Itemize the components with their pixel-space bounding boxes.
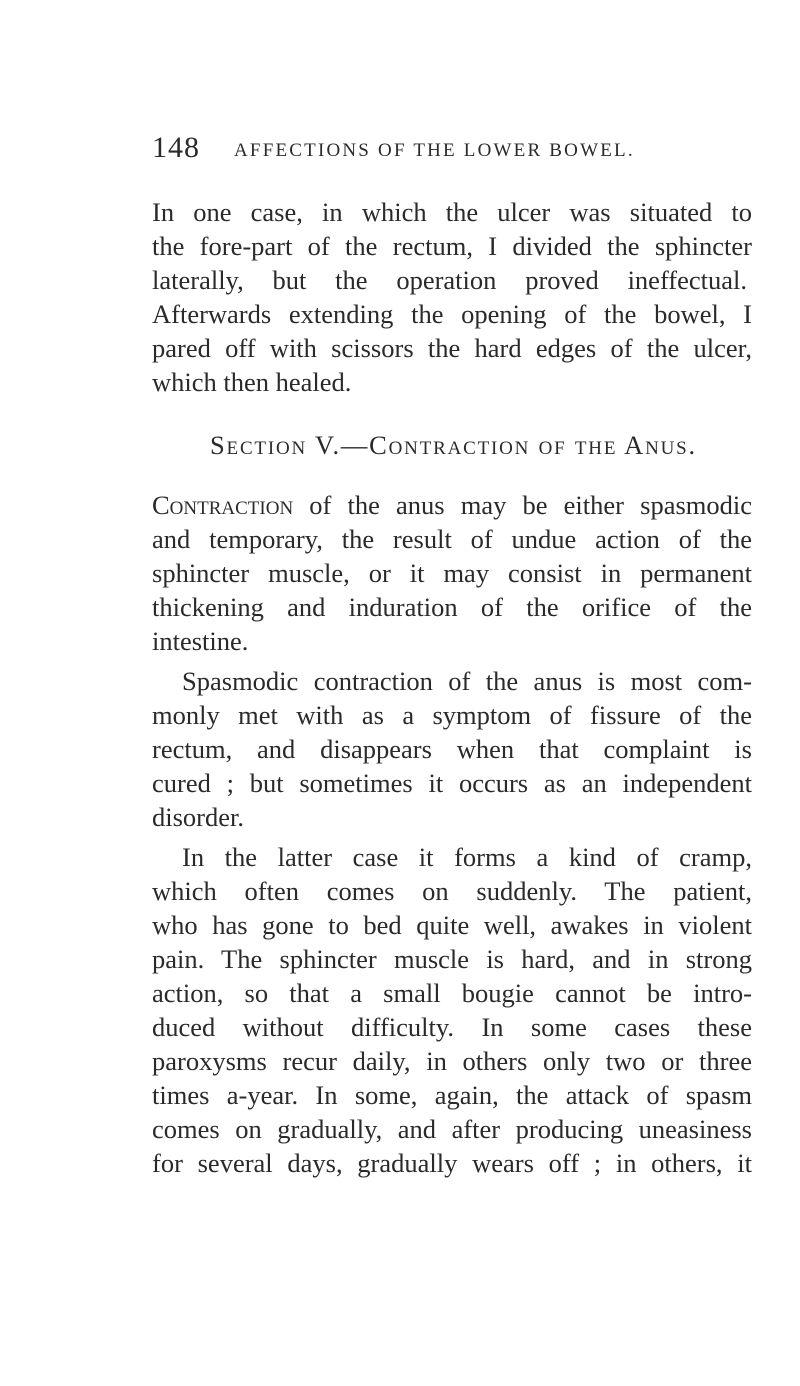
text-line: pain. The sphincter muscle is hard, and in strong	[152, 944, 752, 974]
lead-word: Contraction	[152, 490, 294, 520]
text-line: Spasmodic contraction of the anus is most com-	[182, 666, 752, 696]
text-line: action, so that a small bougie cannot be intro-	[152, 978, 752, 1008]
text-line	[152, 488, 752, 522]
text-line: paroxysms recur daily, in others only two or three	[152, 1046, 752, 1076]
text-line: Afterwards extending the opening of the bowel, I	[152, 299, 752, 329]
text-line: cured ; but sometimes it occurs as an independent	[152, 768, 752, 798]
text-line: who has gone to bed quite well, awakes in violent	[152, 910, 752, 940]
running-head: AFFECTIONS OF THE LOWER BOWEL.	[234, 140, 635, 161]
page-header	[152, 130, 752, 170]
text-line: In one case, in which the ulcer was situated to	[152, 197, 752, 227]
text-line: pared off with scissors the hard edges of the ulcer,	[152, 333, 752, 363]
text-line: sphincter muscle, or it may consist in permanent	[152, 558, 752, 588]
text-line: In the latter case it forms a kind of cramp,	[182, 842, 752, 872]
text-line: and temporary, the result of undue action of the	[152, 524, 752, 554]
page-number: 148	[152, 131, 200, 164]
text-line: intestine.	[152, 626, 249, 656]
text-line: thickening and induration of the orifice of the	[152, 592, 752, 622]
text-line: for several days, gradually wears off ; in others, it	[152, 1148, 752, 1178]
section-heading: Section V.—Contraction of the Anus.	[210, 430, 697, 460]
text-line: times a-year. In some, again, the attack of spasm	[152, 1080, 752, 1110]
text-line: rectum, and disappears when that complaint is	[152, 734, 752, 764]
text-line: comes on gradually, and after producing uneasiness	[152, 1114, 752, 1144]
text-line: laterally, but the operation proved ineffectual.	[152, 265, 747, 295]
text-line: which then healed.	[152, 367, 352, 397]
text-line: the fore-part of the rectum, I divided the sphincter	[152, 231, 752, 261]
text-line: which often comes on suddenly. The patient,	[152, 876, 752, 906]
lead-line-rest: of the anus may be either spasmodic	[293, 490, 752, 520]
text-line: monly met with as a symptom of fissure of the	[152, 700, 752, 730]
text-line: duced without difficulty. In some cases these	[152, 1012, 752, 1042]
text-line: disorder.	[152, 802, 244, 832]
